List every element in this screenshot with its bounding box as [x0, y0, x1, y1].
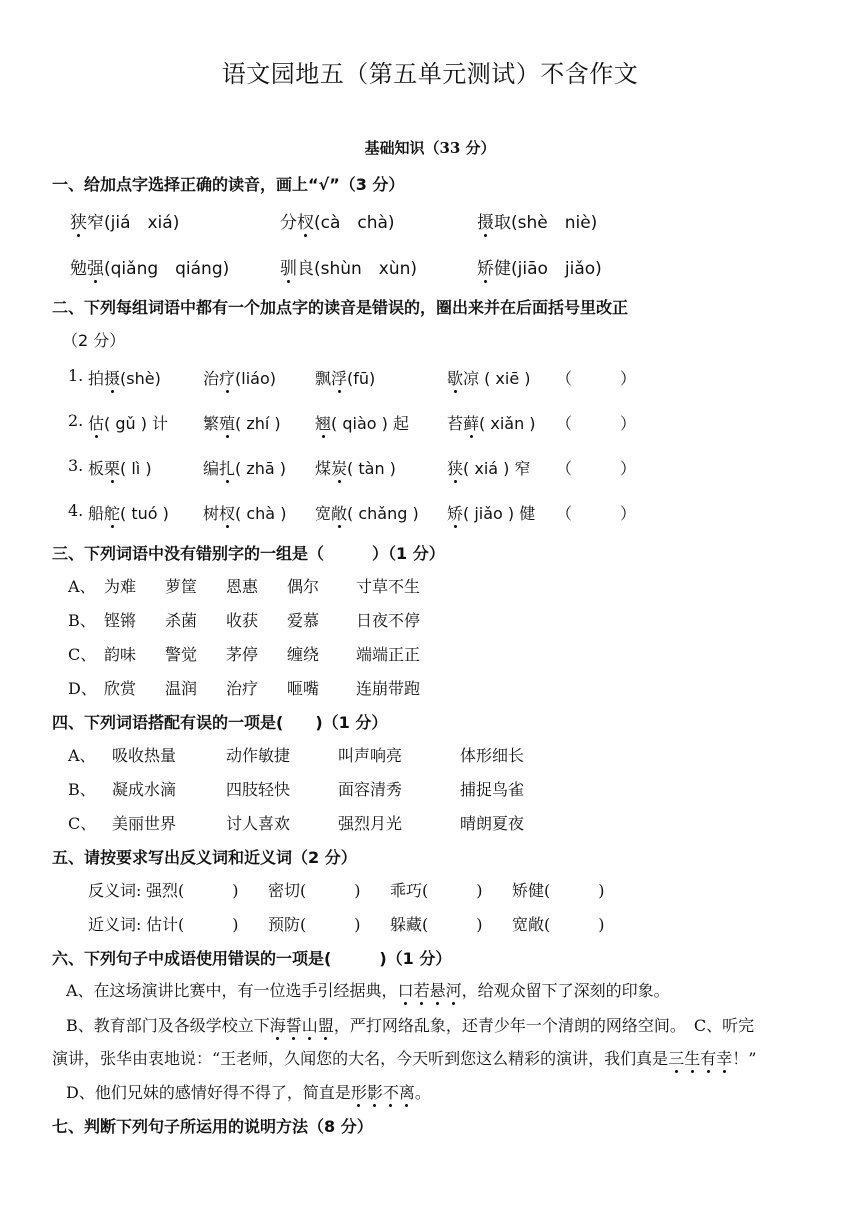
option-word: 缠绕	[287, 645, 320, 664]
answer-blank: （ ）	[556, 459, 637, 478]
q1-item-dotted-char: 强	[87, 254, 104, 279]
q2-word-pre: 煤	[315, 459, 332, 478]
option-label: A、	[68, 746, 96, 765]
q2-word-dotted-char: 栗	[104, 456, 120, 479]
q2-word-dotted-char: 藓	[463, 411, 479, 434]
pinyin-choices: (jiá xiá)	[104, 213, 180, 233]
pronunciation-item	[477, 208, 597, 233]
pronunciation-item	[280, 254, 417, 279]
q2-word-post: (shè)	[120, 369, 161, 388]
dotted-char: 若	[414, 978, 430, 1001]
option-word: 温润	[165, 679, 198, 698]
row-label: 近义词:	[88, 915, 142, 934]
pronunciation-item	[280, 208, 395, 233]
q2-word-dotted-char: 敞	[331, 501, 347, 524]
q2-word-post: ( qiào ) 起	[331, 414, 409, 433]
option-word: 恩惠	[226, 577, 259, 596]
question-6-option-a	[66, 978, 670, 1001]
q2-word-dotted-char: 殖	[219, 411, 235, 434]
word-item	[315, 501, 419, 524]
word-item	[88, 456, 152, 479]
pronunciation-item	[70, 208, 179, 233]
word-item	[203, 456, 286, 479]
q2-word-dotted-char: 杈	[219, 501, 235, 524]
q2-word-post: ( zhā )	[235, 459, 287, 478]
q2-word-pre: 繁	[203, 414, 220, 433]
option-word: 日夜不停	[356, 611, 421, 630]
option-word: 端端正正	[356, 645, 421, 664]
option-word: 欣赏	[104, 679, 137, 698]
option-word: 寸草不生	[356, 577, 421, 596]
section-subtitle: 基础知识（33 分）	[364, 139, 496, 157]
question-3-heading: 三、下列词语中没有错别字的一组是（ ）（1 分）	[52, 544, 445, 563]
q2-word-pre: 树	[203, 504, 220, 523]
word-blank: 预防( )	[268, 915, 361, 934]
option-label: C、	[68, 814, 97, 833]
q2-word-dotted-char: 翘	[315, 411, 331, 434]
dotted-char: 山	[302, 1013, 318, 1036]
q1-item-dotted-char: 矫	[477, 254, 494, 279]
word-blank: 估计( )	[146, 915, 239, 934]
word-item	[88, 411, 168, 434]
dotted-char: 誓	[286, 1013, 302, 1036]
q2-word-post: ( jiǎo ) 健	[463, 504, 536, 523]
question-2-score: （2 分）	[62, 331, 126, 350]
q1-item-post: 良	[297, 259, 314, 279]
option-c-text: 演讲，张华由衷地说：“王老师，久闻您的大名，今天听到您这么精彩的演讲，我们真是	[52, 1049, 669, 1068]
dotted-char: 幸	[716, 1046, 732, 1069]
q2-word-post: ( chǎng )	[347, 504, 419, 523]
option-word: 铿锵	[104, 611, 137, 630]
word-item	[447, 411, 536, 434]
q2-word-post: (fū)	[347, 369, 376, 388]
word-item	[203, 501, 286, 524]
word-item	[315, 366, 375, 389]
pinyin-choices: (jiāo jiǎo)	[511, 259, 602, 279]
option-word: 动作敏捷	[226, 746, 291, 765]
question-6-option-b	[66, 1013, 754, 1036]
q2-word-post: ( tuó )	[120, 504, 169, 523]
dotted-char: 口	[398, 978, 414, 1001]
word-item	[315, 411, 409, 434]
q1-item-dotted-char: 狭	[70, 208, 87, 233]
question-2-heading: 二、下列每组词语中都有一个加点字的读音是错误的，圈出来并在后面括号里改正	[52, 298, 629, 317]
answer-blank: （ ）	[556, 369, 637, 388]
q2-word-pre: 板	[88, 459, 105, 478]
option-word: 凝成水滴	[112, 780, 177, 799]
q2-word-dotted-char: 摄	[104, 366, 120, 389]
option-word: 四肢轻快	[226, 780, 291, 799]
q2-word-post: ( gǔ ) 计	[104, 414, 169, 433]
option-word: 美丽世界	[112, 814, 177, 833]
q2-word-dotted-char: 估	[88, 411, 104, 434]
pinyin-choices: (qiǎng qiáng)	[104, 259, 230, 279]
question-6-option-d	[66, 1080, 431, 1103]
pronunciation-item	[477, 254, 602, 279]
word-item	[203, 411, 281, 434]
dotted-char: 悬	[430, 978, 446, 1001]
pinyin-choices: (shè niè)	[511, 213, 598, 233]
option-label: B、	[68, 780, 96, 799]
option-d-text: D、他们兄妹的感情好得不得了，简直是	[66, 1083, 351, 1102]
q2-word-pre: 宽	[315, 504, 332, 523]
option-label: D、	[68, 679, 97, 698]
dotted-char: 有	[700, 1046, 716, 1069]
row-number: 4.	[68, 501, 84, 520]
dotted-char: 形	[351, 1080, 367, 1103]
q2-word-post: (liáo)	[235, 369, 276, 388]
dotted-char: 盟	[318, 1013, 334, 1036]
dotted-char: 影	[367, 1080, 383, 1103]
q2-word-pre: 编	[203, 459, 220, 478]
q2-word-post: 凉 ( xiē )	[463, 369, 531, 388]
dotted-char: 海	[270, 1013, 286, 1036]
word-blank: 躲藏( )	[390, 915, 483, 934]
row-label: 反义词:	[88, 881, 142, 900]
q1-item-post: 窄	[87, 213, 104, 233]
q2-word-pre: 船	[88, 504, 105, 523]
question-4-heading: 四、下列词语搭配有误的一项是( )（1 分）	[52, 713, 388, 732]
q2-word-dotted-char: 歇	[447, 366, 463, 389]
question-1-heading: 一、给加点字选择正确的读音，画上“√”（3 分）	[52, 175, 405, 194]
q2-word-dotted-char: 狭	[447, 456, 463, 479]
option-word: 晴朗夏夜	[460, 814, 525, 833]
q2-word-dotted-char: 扎	[219, 456, 235, 479]
word-item	[88, 366, 161, 389]
option-word: 面容清秀	[338, 780, 403, 799]
q2-word-pre: 拍	[88, 369, 105, 388]
option-word: 萝筐	[165, 577, 198, 596]
word-item	[447, 501, 535, 524]
option-a-text: A、在这场演讲比赛中，有一位选手引经据典，	[66, 981, 398, 1000]
q1-item-dotted-char: 驯	[280, 254, 297, 279]
word-item	[447, 456, 530, 479]
q2-word-dotted-char: 炭	[331, 456, 347, 479]
q2-word-pre: 飘	[315, 369, 332, 388]
word-blank: 密切( )	[268, 881, 361, 900]
word-blank: 强烈( )	[146, 881, 239, 900]
dotted-char: 生	[684, 1046, 700, 1069]
q1-item-post: 取	[494, 213, 511, 233]
page-title: 语文园地五（第五单元测试）不含作文	[221, 60, 639, 88]
q1-item-post: 健	[494, 259, 511, 279]
option-label: C、	[68, 645, 97, 664]
option-word: 连崩带跑	[356, 679, 421, 698]
option-d-text-end: 。	[414, 1083, 431, 1102]
option-a-idiom	[398, 981, 462, 1000]
option-word: 收获	[226, 611, 259, 630]
option-a-text-end: ，给观众留下了深刻的印象。	[461, 981, 670, 1000]
option-word: 为难	[104, 577, 137, 596]
q1-item-dotted-char: 摄	[477, 208, 494, 233]
option-b-text: B、教育部门及各级学校立下	[66, 1016, 270, 1035]
q2-word-dotted-char: 疗	[219, 366, 235, 389]
word-item	[203, 366, 276, 389]
word-blank: 宽敞( )	[512, 915, 605, 934]
q2-word-post: ( chà )	[235, 504, 287, 523]
row-number: 2.	[68, 411, 84, 430]
option-word: 叫声响亮	[338, 746, 403, 765]
q2-word-dotted-char: 矫	[447, 501, 463, 524]
option-b-text-end: ，严打网络乱象，还青少年一个清朗的网络空间。 C、听完	[333, 1016, 755, 1035]
option-word: 爱慕	[287, 611, 320, 630]
answer-blank: （ ）	[556, 414, 637, 433]
option-c-idiom	[668, 1049, 732, 1068]
q1-item-dotted-char: 杈	[297, 208, 314, 233]
option-word: 捕捉鸟雀	[460, 780, 525, 799]
word-item	[88, 501, 169, 524]
q2-word-pre: 苔	[447, 414, 464, 433]
q2-word-post: ( xiǎn )	[479, 414, 536, 433]
q2-word-pre: 治	[203, 369, 220, 388]
pinyin-choices: (cà chà)	[314, 213, 395, 233]
option-word: 茅停	[226, 645, 259, 664]
dotted-char: 不	[383, 1080, 399, 1103]
option-word: 强烈月光	[338, 814, 403, 833]
answer-blank: （ ）	[556, 504, 637, 523]
dotted-char: 三	[668, 1046, 684, 1069]
option-d-idiom	[351, 1083, 415, 1102]
question-5-heading: 五、请按要求写出反义词和近义词（2 分）	[52, 848, 357, 867]
option-label: A、	[68, 577, 96, 596]
option-b-idiom	[270, 1016, 334, 1035]
q2-word-post: ( tàn )	[347, 459, 396, 478]
q2-word-post: ( xiá ) 窄	[463, 459, 531, 478]
word-item	[447, 366, 531, 389]
q1-item-pre: 勉	[70, 259, 87, 279]
row-number: 1.	[68, 366, 84, 385]
option-c-text-end: ！”	[732, 1049, 757, 1068]
option-label: B、	[68, 611, 96, 630]
option-word: 讨人喜欢	[226, 814, 291, 833]
question-6-heading: 六、下列句子中成语使用错误的一项是( )（1 分）	[52, 949, 452, 968]
row-number: 3.	[68, 456, 84, 475]
q2-word-post: ( lì )	[120, 459, 152, 478]
q2-word-dotted-char: 浮	[331, 366, 347, 389]
option-word: 吸收热量	[112, 746, 177, 765]
option-word: 咂嘴	[287, 679, 320, 698]
option-word: 治疗	[226, 679, 259, 698]
word-blank: 乖巧( )	[390, 881, 483, 900]
option-word: 体形细长	[460, 746, 525, 765]
option-word: 警觉	[165, 645, 198, 664]
dotted-char: 河	[446, 978, 462, 1001]
option-word: 偶尔	[287, 577, 320, 596]
word-item	[315, 456, 396, 479]
pinyin-choices: (shùn xùn)	[314, 259, 418, 279]
question-7-heading: 七、判断下列句子所运用的说明方法（8 分）	[52, 1117, 373, 1136]
option-word: 韵味	[104, 645, 137, 664]
q2-word-dotted-char: 舵	[104, 501, 120, 524]
dotted-char: 离	[399, 1080, 415, 1103]
question-6-option-c	[52, 1046, 756, 1069]
q1-item-pre: 分	[280, 213, 297, 233]
q2-word-post: ( zhí )	[235, 414, 281, 433]
word-blank: 矫健( )	[512, 881, 605, 900]
option-word: 杀菌	[165, 611, 198, 630]
pronunciation-item	[70, 254, 229, 279]
